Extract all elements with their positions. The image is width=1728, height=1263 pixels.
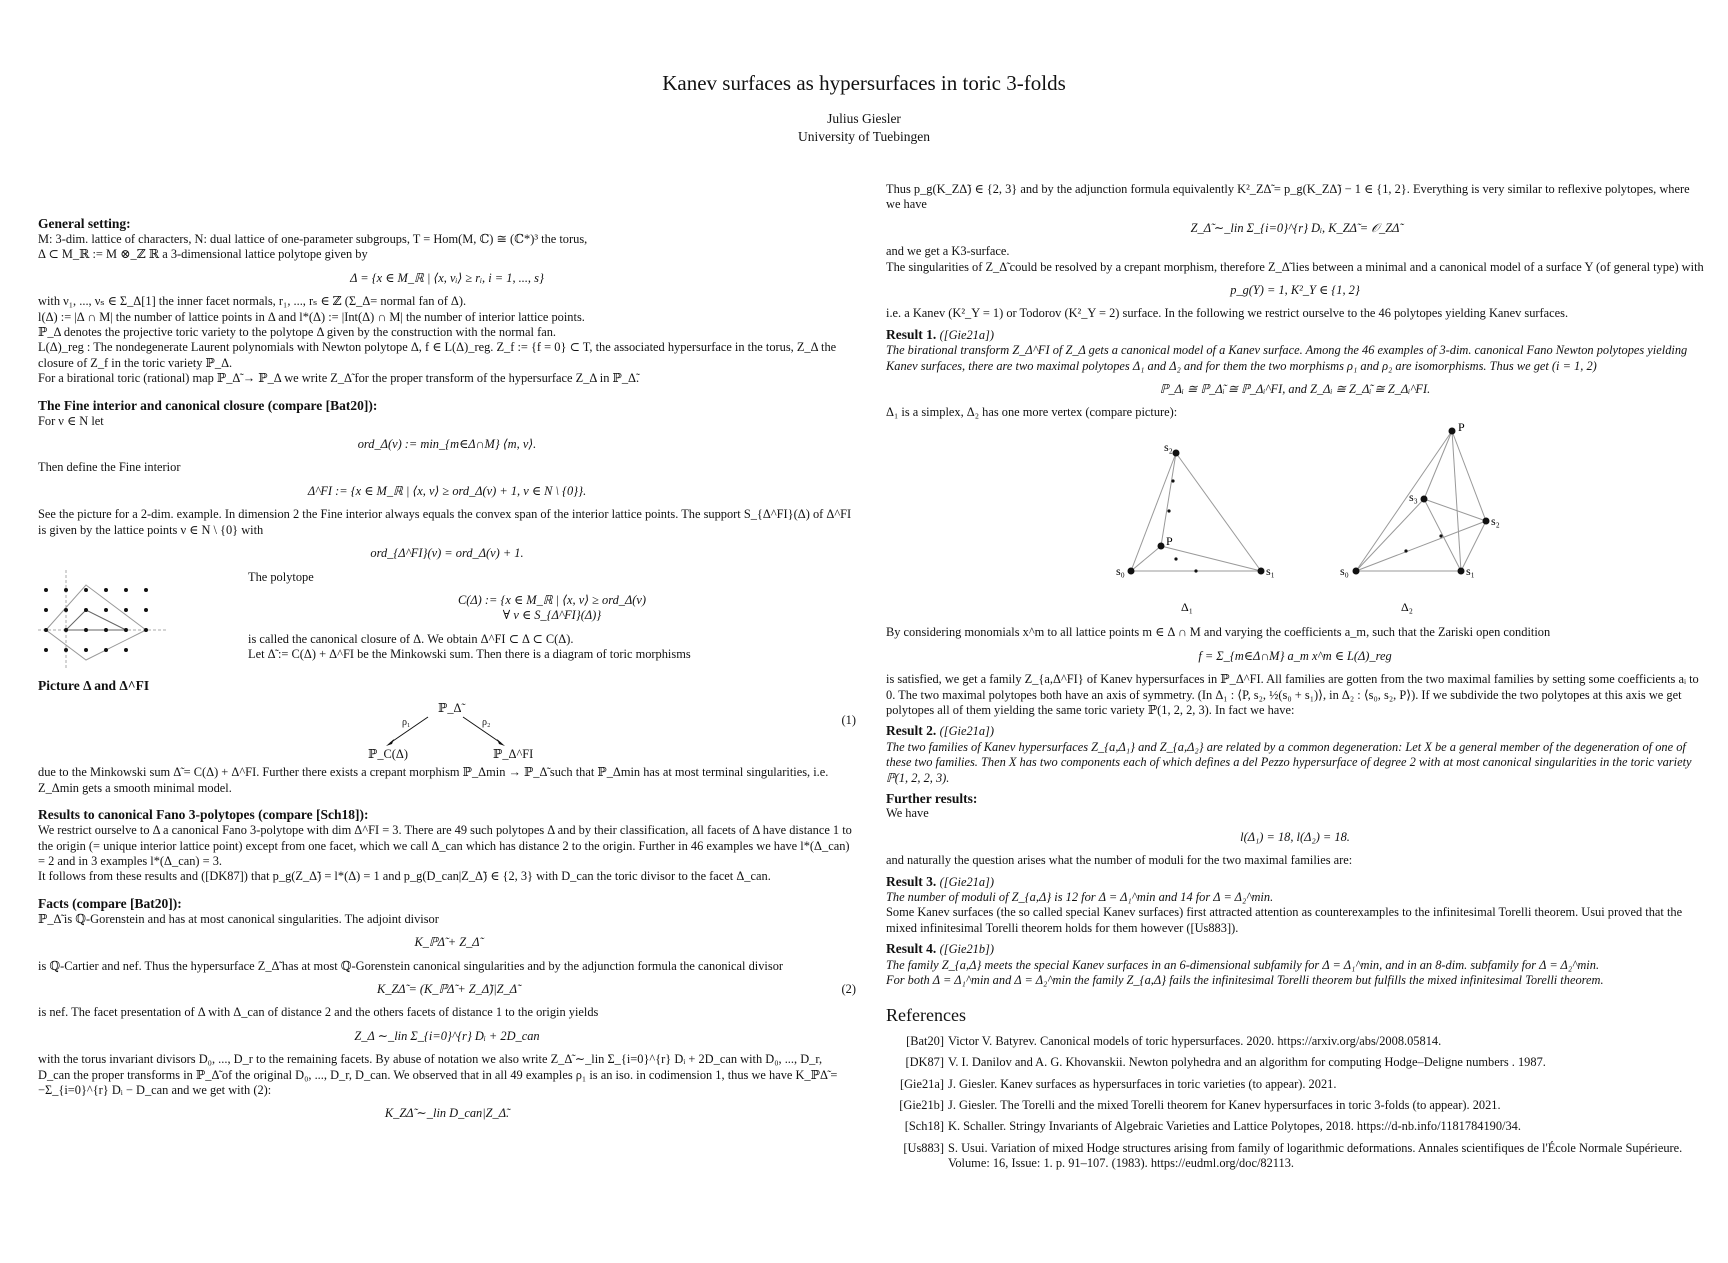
equation: C(Δ) := {x ∈ M_ℝ | ⟨x, ν⟩ ≥ ord_Δ(ν) xyxy=(457,592,647,607)
reference-text: Victor V. Batyrev. Canonical models of toric hypersurfaces. 2020. https://arxiv.org/abs/2008.05814. xyxy=(948,1033,1442,1048)
vertex-label: s₁ xyxy=(1266,563,1275,578)
equation: K_ZΔ̃ = (K_ℙΔ̃ + Z_Δ̃)|Z_Δ̃ xyxy=(376,981,518,996)
text: with the torus invariant divisors D₀, ..., D_r to the remaining facets. By abuse of notation we also write Z_Δ̃ ∼_lin Σ_{i=0}^{r} Dᵢ + 2D_can with D₀, ..., D_r, D_can the proper transforms in ℙ_Δ̃ of the original D₀, ..., D_r, D_can. We observed that in all 49 examples ρ₁ is an iso. in codimension 1, thus we have K_ℙΔ̃ = −Σ_{i=0}^{r} Dᵢ − D_can and we get with (2): xyxy=(38,1052,838,1097)
text: By considering monomials x^m to all lattice points m ∈ Δ ∩ M and varying the coefficients a_m, such that the Zariski open condition xyxy=(886,625,1551,640)
text: and naturally the question arises what the number of moduli for the two maximal families are: xyxy=(886,853,1353,868)
result-text: The two families of Kanev hypersurfaces Z_{a,Δ₁} and Z_{a,Δ₂} are related by a common degeneration: Let X be a general member of the degeneration of one of these two families. Then X has two components each of which defines a del Pezzo hypersurface of degree 2 with at most canonical singularities in the toric variety ℙ(1, 2, 2, 3). xyxy=(886,739,1692,785)
diagram-node: ℙ_Δ̃ xyxy=(438,701,462,716)
references-heading: References xyxy=(886,1005,966,1026)
result-label: Result 1. xyxy=(886,326,937,342)
text: It follows from these results and ([DK87]) that p_g(Z_Δ̃) = l*(Δ) = 1 and p_g(D_can|Z_Δ̃) ∈ {2, 3} with D_can the toric divisor to the facet Δ_can. xyxy=(38,869,771,884)
text: l(Δ) := |Δ ∩ M| the number of lattice points in Δ and l*(Δ) := |Int(Δ) ∩ M| the number of interior lattice points. xyxy=(38,309,585,324)
author: Julius Giesler xyxy=(827,111,901,126)
morphism-diagram xyxy=(38,693,856,765)
diagram-arrows xyxy=(368,711,528,751)
reference-key: [DK87] xyxy=(905,1055,944,1070)
vertex-label: s₂ xyxy=(1164,439,1173,454)
reference-item xyxy=(886,1119,1704,1134)
result-label: Result 4. xyxy=(886,941,937,957)
reference-item xyxy=(886,1098,1704,1113)
text: Then define the Fine interior xyxy=(38,460,181,475)
section-heading: Facts (compare [Bat20]): xyxy=(38,895,182,911)
equation: K_ZΔ̃ ∼_lin D_can|Z_Δ̃. xyxy=(384,1106,510,1121)
result-label: Result 2. xyxy=(886,723,937,739)
text: M: 3-dim. lattice of characters, N: dual lattice of one-parameter subgroups, T = Hom(M, ℂ) ≅ (ℂ*)³ the torus, xyxy=(38,232,588,246)
text: Δ₁ is a simplex, Δ₂ has one more vertex (compare picture): xyxy=(886,405,1178,420)
reference-item xyxy=(886,1077,1704,1092)
figure-caption: Picture Δ and Δ^FI xyxy=(38,677,150,693)
text: and we get a K3-surface. xyxy=(886,244,1010,259)
affiliation: University of Tuebingen xyxy=(797,129,930,144)
text: We have xyxy=(886,806,929,821)
text: is called the canonical closure of Δ. We obtain Δ^FI ⊂ Δ ⊂ C(Δ). xyxy=(248,631,574,646)
poster-title: Kanev surfaces as hypersurfaces in toric 3-folds xyxy=(662,71,1066,95)
result-text: For both Δ = Δ₁^min and Δ = Δ₂^min the family Z_{a,Δ} fails the infinitesimal Torelli theorem but fulfills the mixed infinitesimal Torelli theorem. xyxy=(886,973,1604,987)
section-heading: Results to canonical Fano 3-polytopes (compare [Sch18]): xyxy=(38,807,369,823)
vertex-label: s₃ xyxy=(1409,489,1418,504)
further-results-heading: Further results: xyxy=(886,790,978,806)
left-column xyxy=(38,205,856,1130)
reference-key: [Us883] xyxy=(903,1140,944,1155)
result-heading xyxy=(886,723,1704,739)
reference-key: [Gie21a] xyxy=(899,1076,944,1091)
text: due to the Minkowski sum Δ̃ = C(Δ) + Δ^FI. Further there exists a crepant morphism ℙ_Δmin → ℙ_Δ̃ such that ℙ_Δmin has at most terminal singularities, i.e. Z_Δmin gets a smooth minimal model. xyxy=(38,765,829,795)
result-citation: ([Gie21b]) xyxy=(939,942,994,957)
reference-key: [Gie21b] xyxy=(899,1098,944,1113)
result-heading xyxy=(886,327,1704,343)
text: Some Kanev surfaces (the so called special Kanev surfaces) first attracted attention as counterexamples to the infinitesimal Torelli theorem. Usui proved that the mixed infinitesimal Torelli theorem holds for them however ([Us883]). xyxy=(886,905,1683,935)
text: ℙ_Δ̃ is ℚ-Gorenstein and has at most canonical singularities. The adjoint divisor xyxy=(38,911,439,926)
result-heading xyxy=(886,874,1704,890)
equation-number: (2) xyxy=(841,981,856,996)
reference-item xyxy=(886,1055,1704,1070)
text: We restrict ourselve to Δ a canonical Fano 3-polytope with dim Δ^FI = 3. There are 49 such polytopes Δ and by their classification, all facets of Δ have distance 1 to the origin (= unique interior lattice point) except from one facet, which we call Δ_can which has distance 2 to the origin. Further in 46 examples we have l*(Δ_can) = 2 and in 3 examples l*(Δ_can) = 3. xyxy=(38,823,852,868)
result-citation: ([Gie21a]) xyxy=(939,724,994,739)
reference-text: J. Giesler. The Torelli and the mixed Torelli theorem for Kanev hypersurfaces in toric 3-folds (to appear). 2021. xyxy=(948,1098,1501,1113)
text: Δ ⊂ M_ℝ := M ⊗_ℤ ℝ a 3-dimensional lattice polytope given by xyxy=(38,247,368,262)
result-heading xyxy=(886,941,1704,957)
vertex-label: s₁ xyxy=(1466,563,1475,578)
reference-text: S. Usui. Variation of mixed Hodge structures arising from family of logarithmic deformations. Annales scientifiques de l'École Normale Supérieure. Volume: 16, Issue: 1. p. 91–107. (1983). https://eudml.org/doc/82113. xyxy=(948,1140,1683,1171)
reference-key: [Bat20] xyxy=(906,1033,944,1048)
text: ℙ_Δ denotes the projective toric variety to the polytope Δ given by the construction with the normal fan. xyxy=(38,325,556,340)
vertex-label: s₀ xyxy=(1116,563,1125,578)
text: The singularities of Z_Δ̃ could be resolved by a crepant morphism, therefore Z_Δ̃ lies between a minimal and a canonical model of a surface Y (of general type) with xyxy=(886,259,1704,274)
text: is satisfied, we get a family Z_{a,Δ^FI} of Kanev hypersurfaces in ℙ_Δ^FI. All families are gotten from the two maximal families by setting some coefficients aᵢ to 0. The two maximal polytopes both have an axis of symmetry. (In Δ₁ : ⟨P, s₂, ½(s₀ + s₁)⟩, in Δ₂ : ⟨s₀, s₂, P⟩). If we subdivide the two polytopes at this axis we get polytopes all of them yielding the same toric variety ℙ(1, 2, 2, 3). In fact we have: xyxy=(886,672,1699,717)
equation: ord_{Δ^FI}(ν) = ord_Δ(ν) + 1. xyxy=(370,546,524,561)
reference-text: V. I. Danilov and A. G. Khovanskii. Newton polyhedra and an algorithm for computing Hodge–Deligne numbers . 1987. xyxy=(948,1055,1546,1070)
fine-interior-figure-block xyxy=(38,570,856,694)
reference-list xyxy=(886,1034,1704,1172)
result-text: The number of moduli of Z_{a,Δ} is 12 for Δ = Δ₁^min and 14 for Δ = Δ₂^min. xyxy=(886,889,1274,904)
vertex-label: s₀ xyxy=(1340,563,1349,578)
equation: ∀ ν ∈ S_{Δ^FI}(Δ)} xyxy=(502,608,602,623)
equation: K_ℙΔ̃ + Z_Δ̃ xyxy=(414,935,480,950)
references xyxy=(886,1005,1704,1171)
diagram-label: ρ₁ xyxy=(402,717,411,729)
reference-item xyxy=(886,1034,1704,1049)
diagram-node: ℙ_C(Δ) xyxy=(368,747,408,762)
text: is nef. The facet presentation of Δ with Δ_can of distance 2 and the others facets of distance 1 to the origin yields xyxy=(38,1005,599,1020)
text: with ν₁, ..., νₛ ∈ Σ_Δ[1] the inner facet normals, r₁, ..., rₛ ∈ ℤ (Σ_Δ= normal fan of Δ). xyxy=(38,294,467,309)
polytope-label: Δ₂ xyxy=(1401,599,1413,614)
equation: ord_Δ(ν) := min_{m∈Δ∩M} ⟨m, ν⟩. xyxy=(357,437,537,452)
equation: f = Σ_{m∈Δ∩M} a_m x^m ∈ L(Δ)_reg xyxy=(1198,648,1392,663)
section-heading: General setting: xyxy=(38,216,131,231)
reference-text: K. Schaller. Stringy Invariants of Algebraic Varieties and Lattice Polytopes, 2018. https://d-nb.info/1181784190/34. xyxy=(948,1119,1521,1134)
text: Let Δ̃ := C(Δ) + Δ^FI be the Minkowski sum. Then there is a diagram of toric morphisms xyxy=(248,647,691,662)
equation: Z_Δ ∼_lin Σ_{i=0}^{r} Dᵢ + 2D_can xyxy=(354,1028,540,1043)
vertex-label: P xyxy=(1166,533,1173,548)
text: Thus p_g(K_ZΔ̃) ∈ {2, 3} and by the adjunction formula equivalently K²_ZΔ̃ = p_g(K_ZΔ̃) − 1 ∈ {1, 2}. Everything is very similar to reflexive polytopes, where we have xyxy=(886,182,1690,212)
equation-number: (1) xyxy=(841,713,856,728)
result-citation: ([Gie21a]) xyxy=(939,327,994,342)
result-text: The family Z_{a,Δ} meets the special Kanev surfaces in an 6-dimensional subfamily for Δ = Δ₁^min, and in an 8-dim. subfamily for Δ = Δ₂^min. xyxy=(886,957,1600,972)
diagram-label: ρ₂ xyxy=(482,717,491,729)
diagram-node: ℙ_Δ^FI xyxy=(493,747,534,762)
poster-header xyxy=(0,70,1728,146)
polytope-figure xyxy=(886,421,1704,621)
text: is ℚ-Cartier and nef. Thus the hypersurface Z_Δ̃ has at most ℚ-Gorenstein canonical singularities and by the adjunction formula the canonical divisor xyxy=(38,958,784,973)
reference-text: J. Giesler. Kanev surfaces as hypersurfaces in toric varieties (to appear). 2021. xyxy=(948,1076,1337,1091)
reference-item xyxy=(886,1141,1704,1172)
text: For ν ∈ N let xyxy=(38,413,104,428)
vertex-label: P xyxy=(1458,420,1465,434)
vertex-label: s₂ xyxy=(1491,513,1500,528)
result-text: The birational transform Z_Δ^FI of Z_Δ gets a canonical model of a Kanev surface. Among the 46 examples of 3-dim. canonical Fano Newton polytopes yielding Kanev surfaces, there are two maximal polytopes Δ₁ and Δ₂ and for them the two morphisms ρ₁ and ρ₂ are isomorphisms. Thus we get (i = 1, 2) xyxy=(886,343,1688,373)
equation: Z_Δ̃ ∼_lin Σ_{i=0}^{r} Dᵢ, K_ZΔ̃ = 𝒪_ZΔ̃ xyxy=(1190,220,1400,235)
equation: Δ^FI := {x ∈ M_ℝ | ⟨x, ν⟩ ≥ ord_Δ(ν) + 1, ν ∈ N \ {0}}. xyxy=(307,483,587,498)
result-label: Result 3. xyxy=(886,873,937,889)
result-citation: ([Gie21a]) xyxy=(939,874,994,889)
section-heading: The Fine interior and canonical closure (compare [Bat20]): xyxy=(38,397,378,413)
lattice-picture xyxy=(38,570,168,670)
polytope-label: Δ₁ xyxy=(1181,599,1193,614)
text: L(Δ)_reg : The nondegenerate Laurent polynomials with Newton polytope Δ, f ∈ L(Δ)_reg. Z_f := {f = 0} ⊂ T, the associated hypersurface in the torus, Z_Δ the closure of Z_f in the toric variety ℙ_Δ. xyxy=(38,340,837,370)
equation: l(Δ₁) = 18, l(Δ₂) = 18. xyxy=(1240,829,1350,844)
text: See the picture for a 2-dim. example. In dimension 2 the Fine interior always equals the convex span of the interior lattice points. The support S_{Δ^FI}(Δ) of Δ^FI is given by the lattice points ν ∈ N \ {0} with xyxy=(38,507,852,537)
equation: ℙ_Δᵢ ≅ ℙ_Δ̃ᵢ ≅ ℙ_Δᵢ^FI, and Z_Δᵢ ≅ Z_Δ̃ᵢ ≅ Z_Δᵢ^FI. xyxy=(1159,382,1431,397)
equation: Δ = {x ∈ M_ℝ | ⟨x, νᵢ⟩ ≥ rᵢ, i = 1, ..., s} xyxy=(350,270,544,285)
reference-key: [Sch18] xyxy=(904,1119,944,1134)
text: For a birational toric (rational) map ℙ_Δ̃ → ℙ_Δ we write Z_Δ̃ for the proper transform of the hypersurface Z_Δ in ℙ_Δ̃. xyxy=(38,371,640,386)
equation-2 xyxy=(38,982,856,997)
equation: p_g(Y) = 1, K²_Y ∈ {1, 2} xyxy=(1230,283,1360,298)
right-column xyxy=(886,182,1704,1178)
text: The polytope xyxy=(248,569,314,584)
text: i.e. a Kanev (K²_Y = 1) or Todorov (K²_Y = 2) surface. In the following we restrict ourselve to the 46 polytopes yielding Kanev surfaces. xyxy=(886,306,1569,321)
